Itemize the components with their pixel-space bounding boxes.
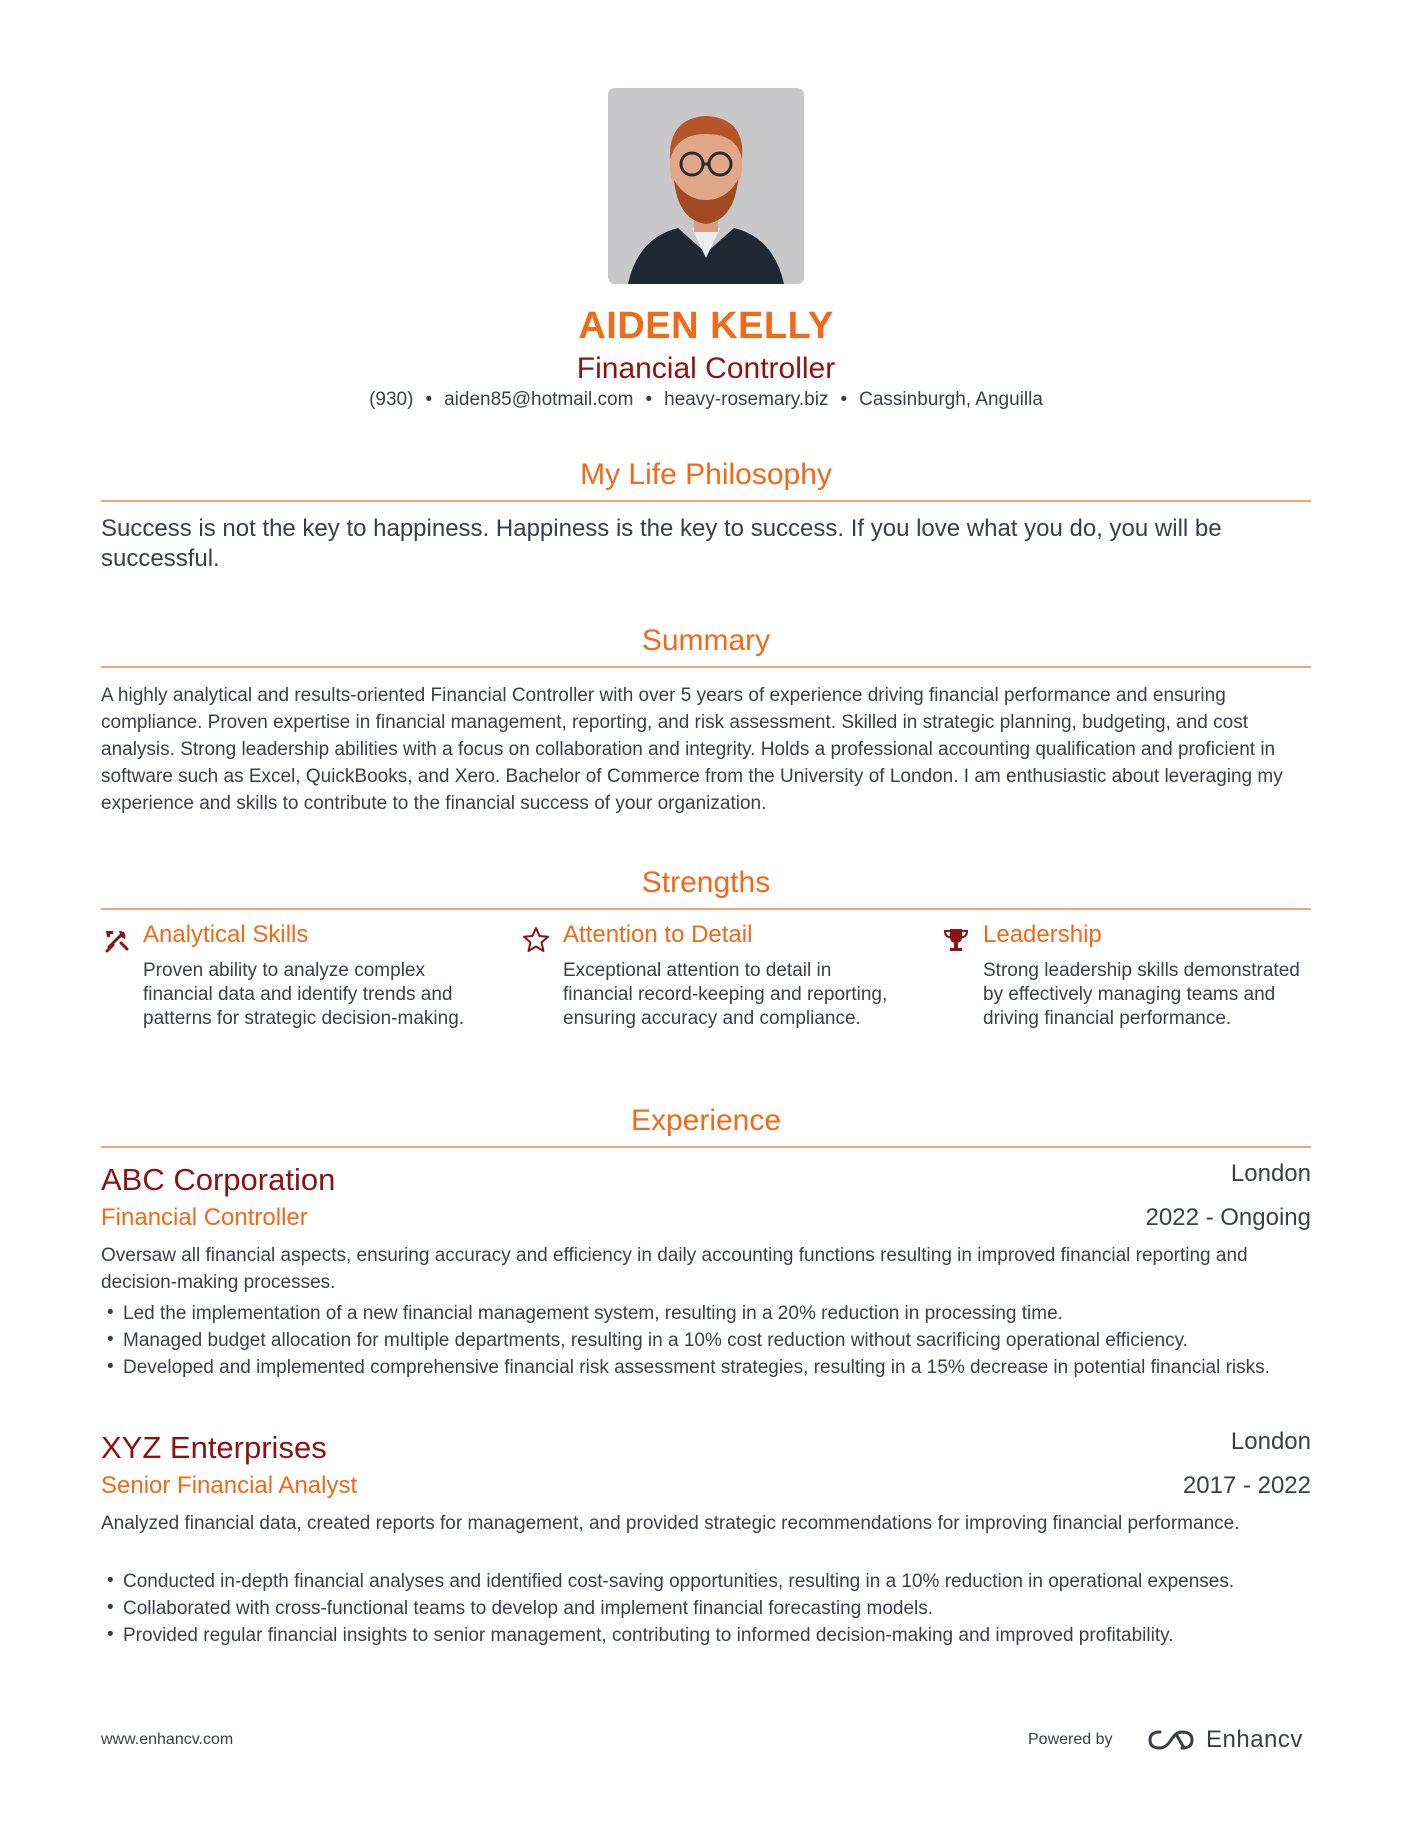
job-company: ABC Corporation: [101, 1162, 336, 1197]
section-divider: [101, 1146, 1311, 1148]
philosophy-heading: My Life Philosophy: [580, 458, 832, 491]
profile-photo: [608, 88, 804, 284]
job-description: Analyzed financial data, created reports for management, and provided strategic recommendations for improving financial performance.: [101, 1513, 1240, 1534]
footer-site-link[interactable]: www.enhancv.com: [101, 1731, 234, 1748]
enhancv-brand: Enhancv: [1206, 1726, 1303, 1753]
section-divider: [101, 666, 1311, 668]
contact-separator: •: [645, 389, 653, 410]
candidate-name: AIDEN KELLY: [578, 305, 834, 347]
job-bullet: • Collaborated with cross-functional teams to develop and implement financial forecasting models.: [101, 1595, 1311, 1622]
strength-title: Analytical Skills: [143, 921, 309, 948]
job-bullets: [101, 1300, 1311, 1381]
summary-text: A highly analytical and results-oriented Financial Controller with over 5 years of experience driving financial performance and ensuring compliance. Proven expertise in financial management, reporting, and risk assessment. Skilled in strategic planning, budgeting, and cost analysis. Strong leadership abilities with a focus on collaboration and integrity. Holds a professional accounting qualification and proficient in software such as Excel, QuickBooks, and Xero. Bachelor of Commerce from the University of London. I am enthusiastic about leveraging my experience and skills to contribute to the financial success of your organization.: [101, 685, 1283, 814]
star-icon: [521, 925, 551, 955]
powered-by-label: Powered by: [1028, 1731, 1113, 1748]
contact-separator: •: [425, 389, 433, 410]
candidate-title: Financial Controller: [576, 352, 836, 385]
strength-description: Exceptional attention to detail in financial record-keeping and reporting, ensuring accuracy and compliance.: [563, 960, 888, 1029]
contact-phone: (930): [369, 389, 414, 410]
strength-description: Proven ability to analyze complex financial data and identify trends and patterns for strategic decision-making.: [143, 960, 465, 1029]
job-role: Financial Controller: [101, 1204, 308, 1231]
job-bullet: • Managed budget allocation for multiple departments, resulting in a 10% cost reduction without sacrificing operational efficiency.: [101, 1327, 1311, 1354]
job-bullet: • Conducted in-depth financial analyses and identified cost-saving opportunities, resulting in a 10% reduction in operational expenses.: [101, 1568, 1311, 1595]
job-bullets: [101, 1568, 1311, 1649]
section-divider: [101, 908, 1311, 910]
job-dates: 2017 - 2022: [1182, 1472, 1311, 1499]
contact-line: [101, 389, 1311, 411]
strength-description: Strong leadership skills demonstrated by effectively managing teams and driving financial performance.: [983, 960, 1300, 1029]
trophy-icon: [941, 925, 971, 955]
strength-title: Leadership: [983, 921, 1102, 948]
job-location: London: [1230, 1428, 1311, 1455]
job-bullet: • Provided regular financial insights to senior management, contributing to informed decision-making and improved profitability.: [101, 1622, 1311, 1649]
job-bullet: • Developed and implemented comprehensive financial risk assessment strategies, resulting in a 15% decrease in potential financial risks.: [101, 1354, 1311, 1381]
enhancv-logo-icon: [1146, 1726, 1196, 1754]
summary-heading: Summary: [641, 624, 771, 657]
contact-website[interactable]: heavy-rosemary.biz: [664, 389, 829, 410]
experience-heading: Experience: [630, 1104, 782, 1137]
strengths-heading: Strengths: [641, 866, 771, 899]
job-role: Senior Financial Analyst: [101, 1472, 358, 1499]
contact-separator: •: [840, 389, 848, 410]
job-dates: 2022 - Ongoing: [1145, 1204, 1311, 1231]
section-divider: [101, 500, 1311, 502]
job-description: Oversaw all financial aspects, ensuring accuracy and efficiency in daily accounting functions resulting in improved financial reporting and decision-making processes.: [101, 1245, 1248, 1293]
philosophy-text: Success is not the key to happiness. Happiness is the key to success. If you love what you do, you will be successful.: [101, 515, 1222, 572]
contact-location: Cassinburgh, Anguilla: [859, 389, 1043, 410]
job-company: XYZ Enterprises: [101, 1430, 327, 1465]
job-location: London: [1230, 1160, 1311, 1187]
job-bullet: • Led the implementation of a new financial management system, resulting in a 20% reduction in processing time.: [101, 1300, 1311, 1327]
contact-email[interactable]: aiden85@hotmail.com: [444, 389, 634, 410]
strength-title: Attention to Detail: [563, 921, 753, 948]
footer-branding[interactable]: [1028, 1723, 1308, 1757]
tools-icon: [101, 925, 131, 955]
